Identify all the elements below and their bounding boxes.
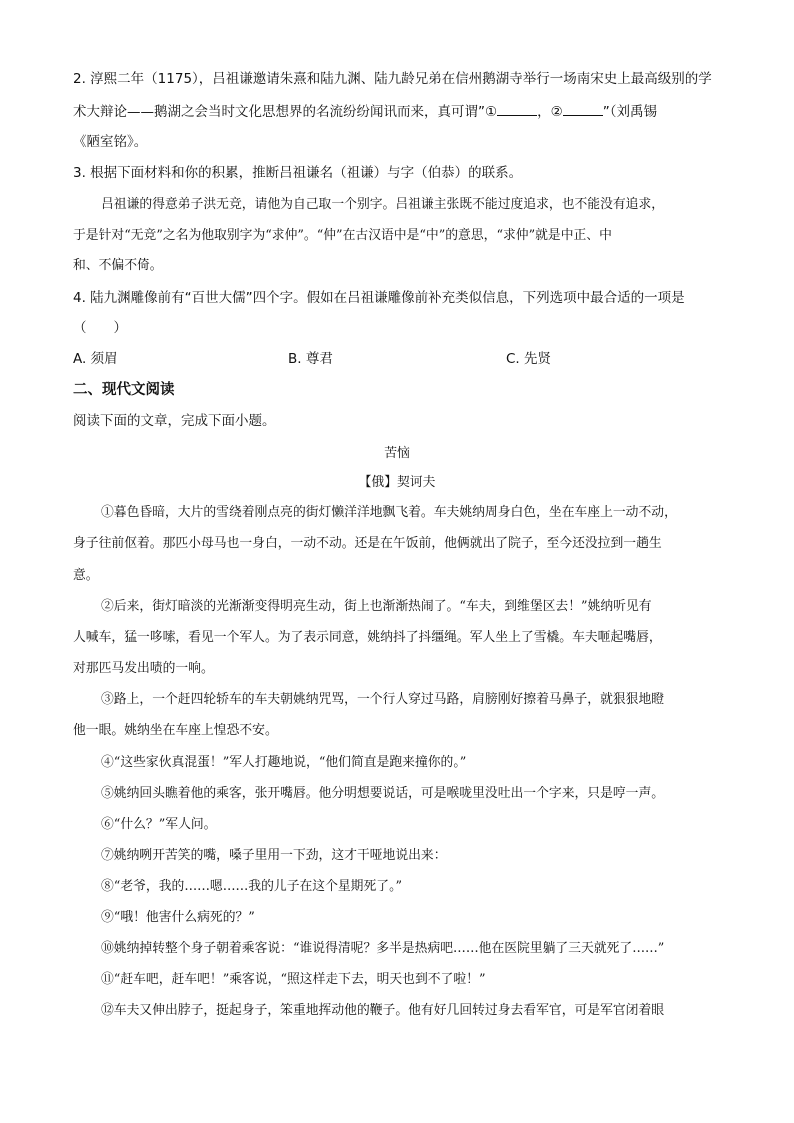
blank-separator: ， [537, 104, 551, 120]
blank-2[interactable] [563, 102, 603, 116]
story-line: ⑧“老爷，我的……嗯……我的儿子在这个星期死了。” [101, 879, 403, 894]
q4-option-c[interactable]: C. 先贤 [506, 351, 552, 367]
q4-option-b[interactable]: B. 尊君 [288, 351, 333, 367]
story-line: ④“这些家伙真混蛋！”军人打趣地说，“他们简直是跑来撞你的。” [101, 755, 467, 770]
story-line: 他一眼。姚纳坐在车座上惶恐不安。 [73, 723, 278, 738]
blank-2-marker: ② [550, 104, 563, 120]
q3-material-line-3: 和、不偏不倚。 [73, 258, 163, 273]
q4-stem: 4. 陆九渊雕像前有“百世大儒”四个字。假如在吕祖谦雕像前补充类似信息，下列选项中最合适的一项是 [73, 290, 685, 306]
story-line: ⑪“赶车吧，赶车吧！”乘客说，“照这样走下去，明天也到不了啦！” [101, 972, 486, 987]
story-line: ⑦姚纳咧开苦笑的嘴，嗓子里用一下劲，这才干哑地说出来： [101, 848, 447, 863]
story-line: ③路上，一个赶四轮轿车的车夫朝姚纳咒骂，一个行人穿过马路，肩膀刚好擦着马鼻子，就狠狠地瞪 [101, 692, 665, 707]
story-line: ②后来，街灯暗淡的光渐渐变得明亮生动，街上也渐渐热闹了。“车夫，到维堡区去！”姚纳听见有 [101, 599, 652, 614]
story-title: 苦恼 [384, 446, 410, 461]
story-line: ⑨“哦！他害什么病死的？” [101, 910, 255, 925]
story-line: ⑫车夫又伸出脖子，挺起身子，笨重地挥动他的鞭子。他有好几回转过身去看军官，可是军官闭着眼 [101, 1003, 665, 1018]
q3-material-line-1: 吕祖谦的得意弟子洪无竞，请他为自己取一个别字。吕祖谦主张既不能过度追求，也不能没有追求， [101, 197, 665, 212]
story-line: 对那匹马发出啧的一响。 [73, 661, 214, 676]
story-line: ⑥“什么？”军人问。 [101, 817, 217, 832]
story-line: 意。 [73, 568, 99, 583]
section-heading: 二、现代文阅读 [73, 382, 175, 398]
blank-1-marker: ① [485, 104, 498, 120]
story-line: ⑩姚纳掉转整个身子朝着乘客说：“谁说得清呢？多半是热病吧……他在医院里躺了三天就死了……” [101, 941, 665, 956]
q4-answer-paren: （ ） [73, 320, 127, 336]
story-line: 人喊车，猛一哆嗦，看见一个军人。为了表示同意，姚纳抖了抖缰绳。军人坐上了雪橇。车夫咂起嘴唇， [73, 630, 662, 645]
q2-line-2 [73, 102, 657, 121]
q2-line-3: 《陋室铭》。 [73, 134, 148, 150]
section-instruction: 阅读下面的文章，完成下面小题。 [73, 413, 276, 429]
story-line: 身子往前伛着。那匹小母马也一身白，一动不动。还是在午饭前，他俩就出了院子，至今还没拉到一趟生 [73, 536, 662, 551]
story-line: ⑤姚纳回头瞧着他的乘客，张开嘴唇。他分明想要说话，可是喉咙里没吐出一个字来，只是哼一声。 [101, 786, 665, 801]
story-author: 【俄】契诃夫 [358, 475, 436, 490]
q2-line-2-tail: ”（刘禹锡 [602, 104, 657, 120]
q3-material-line-2: 于是针对“无竞”之名为他取别字为“求仲”。“仲”在古汉语中是“中”的意思，“求仲”就是中正、中 [73, 228, 612, 243]
q2-line-2-text: 术大辩论——鹅湖之会当时文化思想界的名流纷纷闻讯而来，真可谓” [73, 104, 485, 120]
blank-1[interactable] [497, 102, 537, 116]
q2-line-1: 2. 淳熙二年（1175），吕祖谦邀请朱熹和陆九渊、陆九龄兄弟在信州鹅湖寺举行一场南宋史上最高级别的学 [73, 71, 712, 87]
q3-stem: 3. 根据下面材料和你的积累，推断吕祖谦名（祖谦）与字（伯恭）的联系。 [73, 165, 523, 181]
story-line: ①暮色昏暗，大片的雪绕着刚点亮的街灯懒洋洋地飘飞着。车夫姚纳周身白色，坐在车座上一动不动， [101, 505, 677, 520]
q4-option-a[interactable]: A. 须眉 [73, 351, 118, 367]
